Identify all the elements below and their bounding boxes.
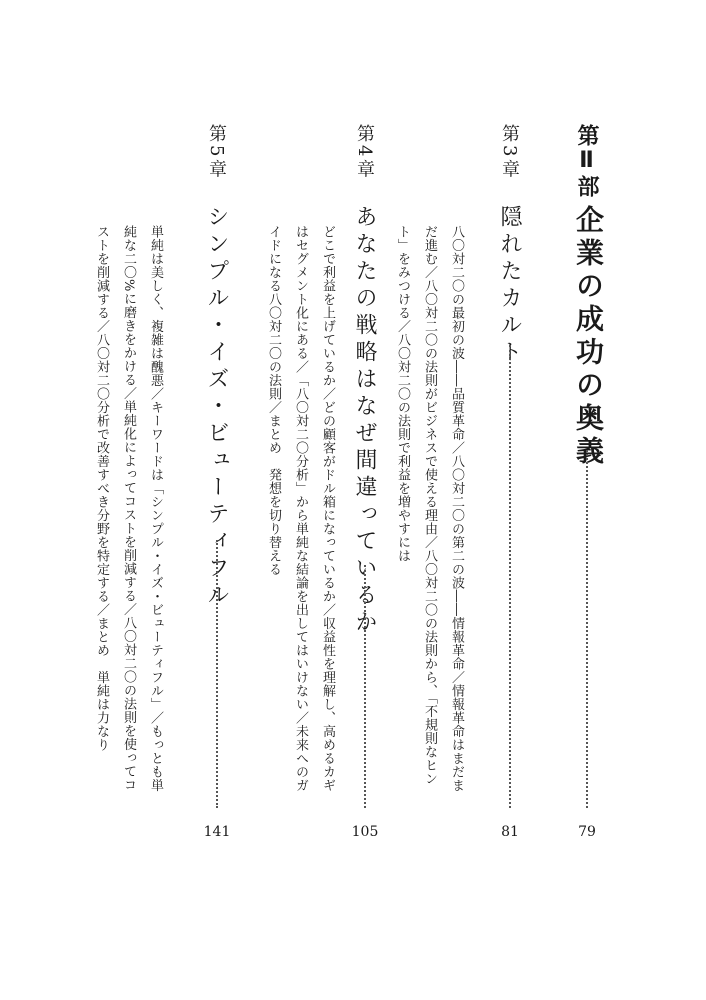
chapter-4-page-number: 105	[351, 824, 379, 840]
part-leader-dots	[586, 450, 588, 808]
part-page-number: 79	[578, 824, 596, 840]
chapter-5-description: 単純は美しく、複雑は醜悪／キーワードは「シンプル・イズ・ビューティフル」／もっとも単純な二〇%に磨きをかける／単純化によってコストを削減する／八〇対二〇の法則を使ってコストを削減する／八〇対二〇分析で改善すべき分野を特定する／まとめ 単純は力なり	[94, 225, 163, 792]
chapter-5-leader-dots	[216, 540, 218, 808]
chapter-4-label: 第4章	[354, 124, 375, 181]
chapter-3-label: 第3章	[499, 124, 520, 181]
chapter-3-page-number: 81	[501, 824, 519, 840]
chapter-4-description: どこで利益を上げているか／どの顧客がドル箱になっているか／収益性を理解し、高めるカギはセグメント化にある／「八〇対二〇分析」から単純な結論を出してはいけない／未来へのガイドになる八〇対二〇の法則／まとめ 発想を切り替える	[266, 225, 335, 792]
chapter-3-title: 隠れたカルト	[497, 205, 522, 367]
chapter-4-title: あなたの戦略はなぜ間違っているか	[352, 205, 377, 637]
part-title: 企業の成功の奥義	[572, 205, 605, 469]
part-label: 第Ⅱ部	[574, 124, 599, 199]
chapter-5-title: シンプル・イズ・ビューティフル	[204, 205, 229, 610]
chapter-4-leader-dots	[364, 565, 366, 808]
chapter-3-description: 八〇対二〇の最初の波――品質革命／八〇対二〇の第二の波――情報革命／情報革命はまだまだ進む／八〇対二〇の法則がビジネスで使える理由／八〇対二〇の法則から、「不規則なヒント」をみつける／八〇対二〇の法則で利益を増やすには	[395, 225, 464, 792]
chapter-3-leader-dots	[509, 345, 511, 808]
chapter-5-label: 第5章	[206, 124, 227, 181]
chapter-5-page-number: 141	[203, 824, 231, 840]
